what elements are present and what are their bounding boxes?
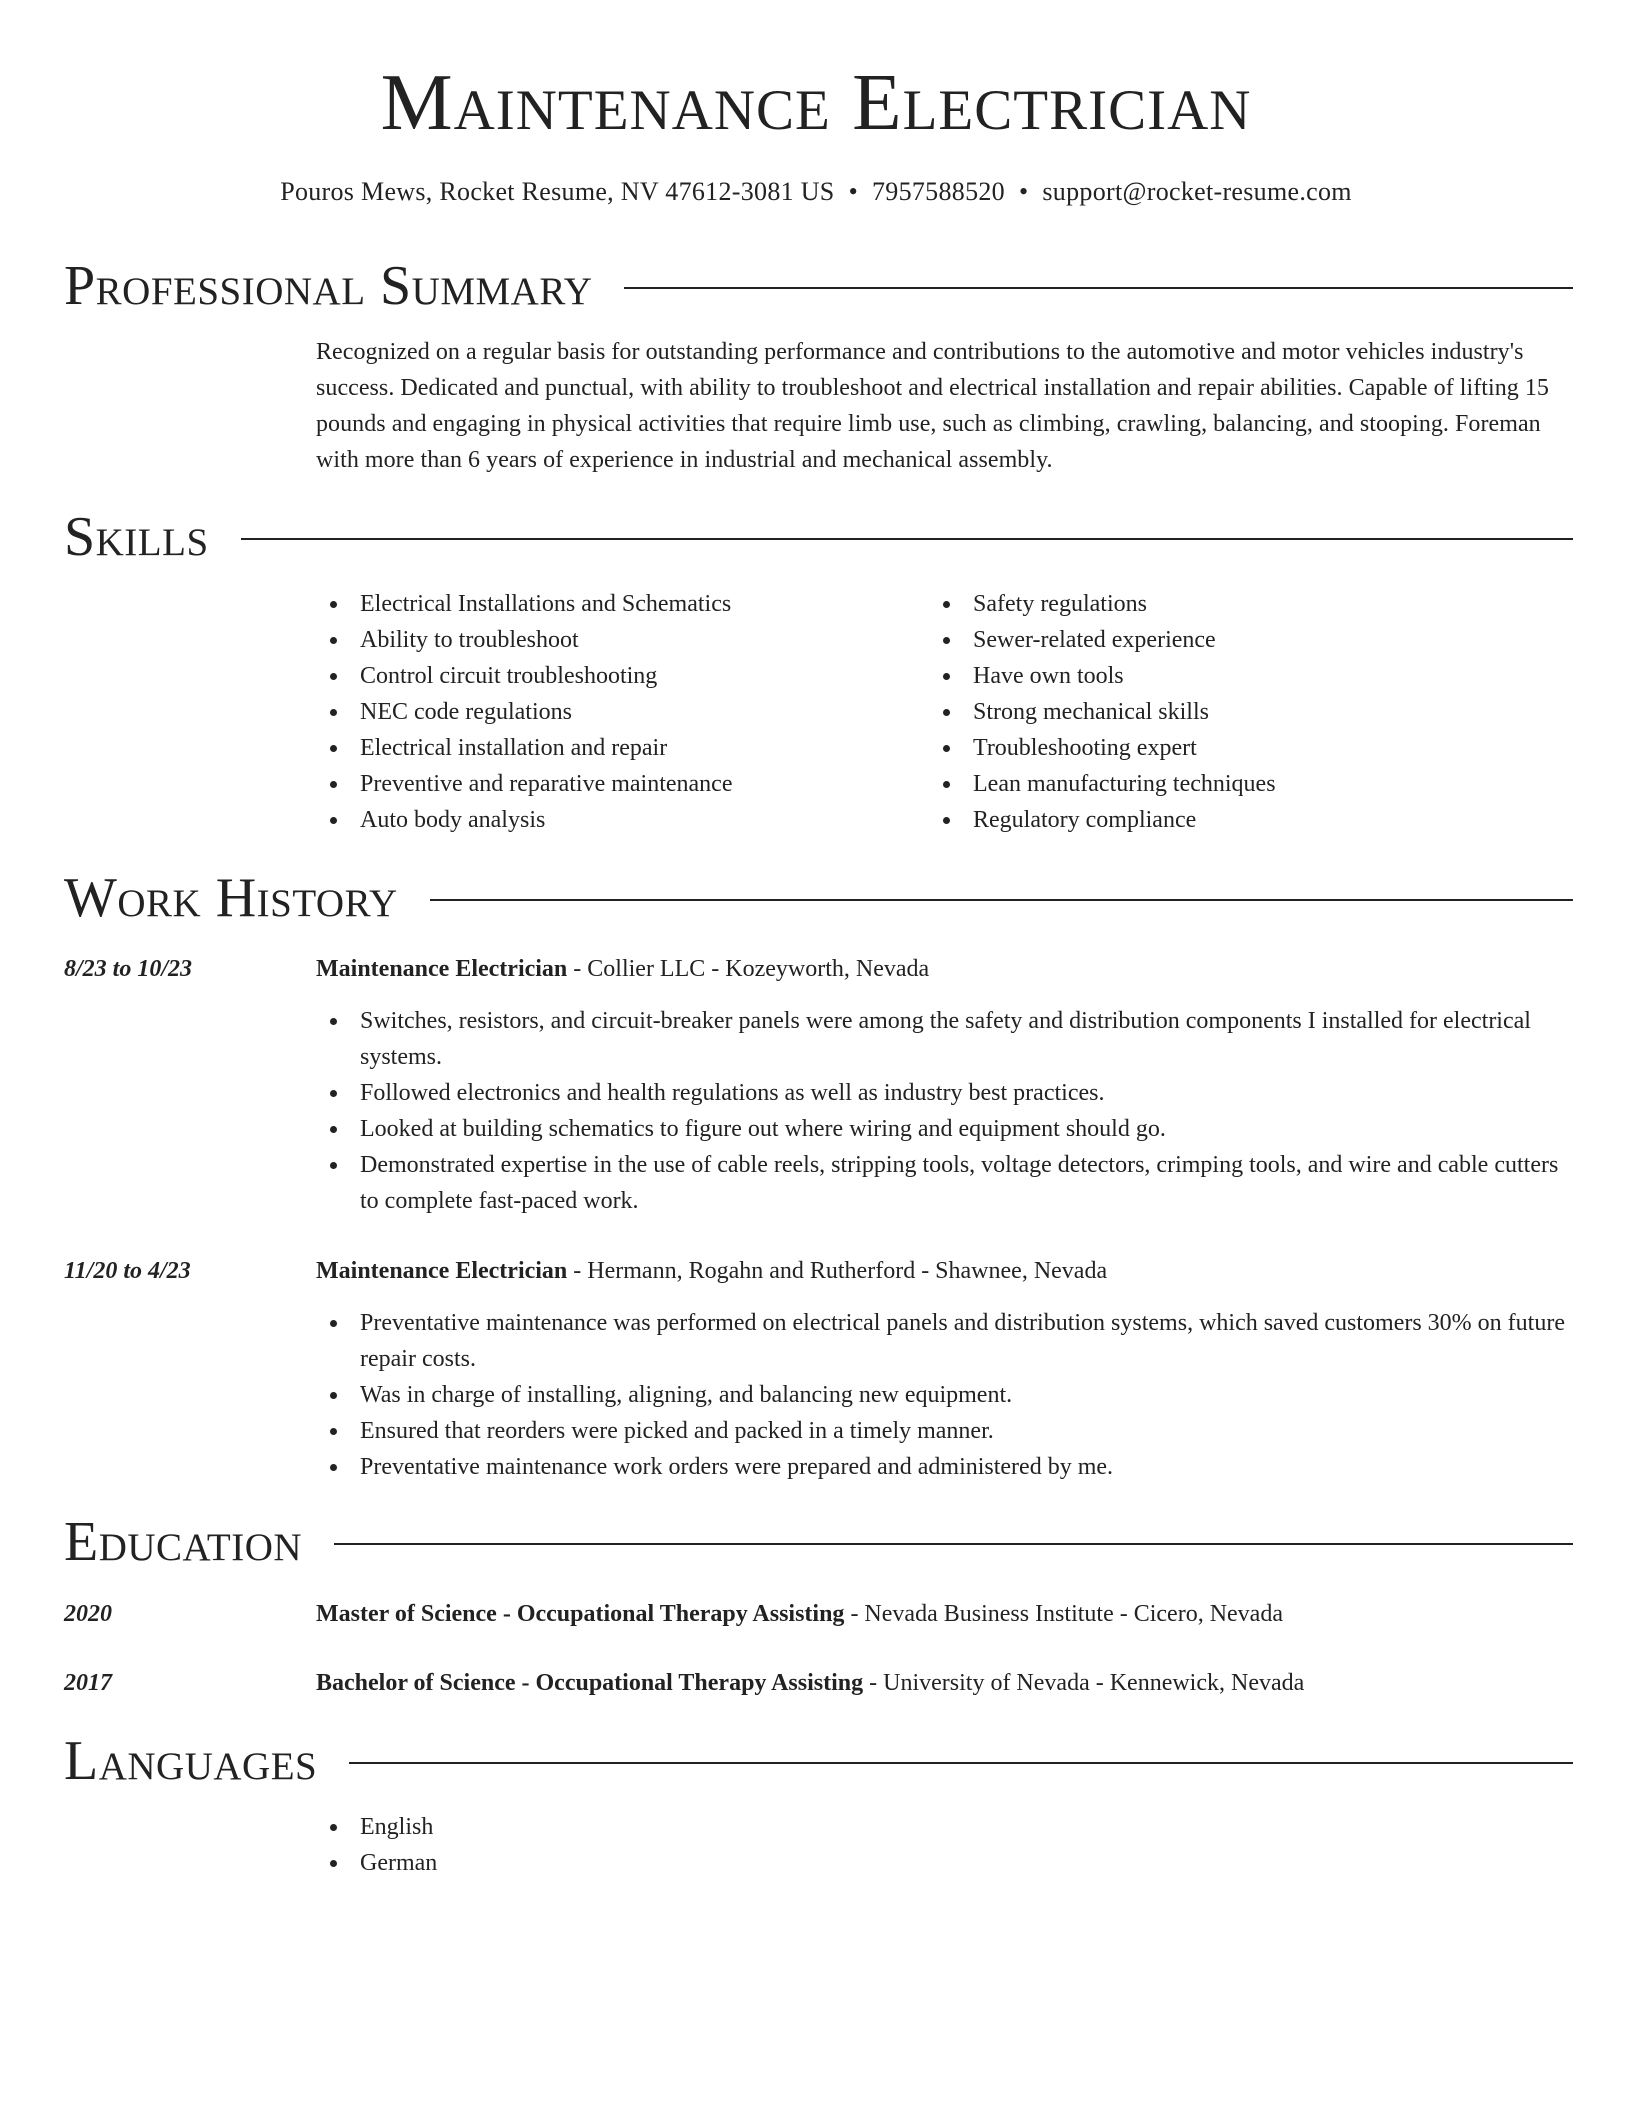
summary-content: [316, 334, 1574, 478]
section-divider: [334, 1543, 1573, 1545]
job-bullets: [316, 1003, 1574, 1219]
skill-item: Sewer-related experience: [929, 622, 1489, 658]
education-degree: Master of Science - Occupational Therapy Assisting: [316, 1601, 845, 1627]
job-bullet: Followed electronics and health regulations as well as industry best practices.: [316, 1075, 1574, 1111]
languages-section-header: [64, 1730, 1573, 1792]
education-year: 2020: [64, 1601, 112, 1627]
job-dates: 11/20 to 4/23: [64, 1258, 191, 1284]
skills-heading: Skills: [64, 506, 209, 568]
job-dates: 8/23 to 10/23: [64, 956, 193, 982]
education-entry: [316, 1665, 1574, 1701]
job-bullet: Switches, resistors, and circuit-breaker panels were among the safety and distribution components I installed for electrical systems.: [316, 1003, 1574, 1075]
skills-list-left: [316, 586, 876, 838]
education-section-header: [64, 1511, 1573, 1573]
skill-item: NEC code regulations: [316, 694, 876, 730]
education-heading: Education: [64, 1511, 303, 1573]
job-bullet: Was in charge of installing, aligning, and balancing new equipment.: [316, 1377, 1574, 1413]
education-entry: [316, 1596, 1574, 1632]
job-bullet: Demonstrated expertise in the use of cable reels, stripping tools, voltage detectors, crimping tools, and wire and cable cutters to complete fast-paced work.: [316, 1147, 1574, 1219]
job-entry: [316, 1253, 1574, 1485]
summary-heading: Professional Summary: [64, 255, 593, 317]
job-title: Maintenance Electrician: [316, 956, 568, 982]
job-title: Maintenance Electrician: [316, 1258, 568, 1284]
language-item: English: [316, 1809, 1574, 1845]
skill-item: Electrical Installations and Schematics: [316, 586, 876, 622]
job-bullet: Looked at building schematics to figure out where wiring and equipment should go.: [316, 1111, 1574, 1147]
summary-section-header: [64, 255, 1573, 317]
skill-item: Troubleshooting expert: [929, 730, 1489, 766]
education-year: 2017: [64, 1670, 112, 1696]
contact-phone: 7957588520: [871, 177, 1005, 206]
skills-content: [316, 586, 1574, 846]
contact-separator: •: [848, 177, 858, 206]
skill-item: Preventive and reparative maintenance: [316, 766, 876, 802]
skill-item: Control circuit troubleshooting: [316, 658, 876, 694]
languages-content: [316, 1809, 1574, 1881]
contact-line: [0, 177, 1632, 207]
skills-section-header: [64, 506, 1573, 568]
job-entry: [316, 951, 1574, 1219]
job-bullet: Preventative maintenance was performed on electrical panels and distribution systems, which saved customers 30% on future repair costs.: [316, 1305, 1574, 1377]
section-divider: [430, 899, 1573, 901]
job-bullet: Preventative maintenance work orders were prepared and administered by me.: [316, 1449, 1574, 1485]
section-divider: [241, 538, 1573, 540]
resume-name: Maintenance Electrician: [380, 57, 1252, 147]
contact-separator: •: [1018, 177, 1029, 206]
skills-list-right: [929, 586, 1489, 838]
skill-item: Regulatory compliance: [929, 802, 1489, 838]
skill-item: Lean manufacturing techniques: [929, 766, 1489, 802]
languages-heading: Languages: [64, 1730, 318, 1792]
job-details: - Hermann, Rogahn and Rutherford - Shawnee, Nevada: [567, 1258, 1108, 1284]
job-bullets: [316, 1305, 1574, 1485]
skill-item: Ability to troubleshoot: [316, 622, 876, 658]
work-section-header: [64, 867, 1573, 929]
education-details: - Nevada Business Institute - Cicero, Nevada: [844, 1601, 1283, 1627]
summary-text: Recognized on a regular basis for outstanding performance and contributions to the automotive and motor vehicles industry's success. Dedicated and punctual, with ability to troubleshoot and electrical installation and repair abilities. Capable of lifting 15 pounds and engaging in physical activities that require limb use, such as climbing, crawling, balancing, and stooping. Foreman with more than 6 years of experience in industrial and mechanical assembly.: [316, 339, 1549, 473]
section-divider: [349, 1762, 1573, 1764]
contact-address: Pouros Mews, Rocket Resume, NV 47612-3081 US: [280, 177, 835, 206]
skill-item: Electrical installation and repair: [316, 730, 876, 766]
skill-item: Strong mechanical skills: [929, 694, 1489, 730]
skill-item: Have own tools: [929, 658, 1489, 694]
education-title-line: [316, 1596, 1574, 1632]
job-title-line: [316, 1253, 1574, 1289]
education-details: - University of Nevada - Kennewick, Nevada: [863, 1670, 1305, 1696]
languages-list: [316, 1809, 1574, 1881]
section-divider: [624, 287, 1573, 289]
job-details: - Collier LLC - Kozeyworth, Nevada: [567, 956, 930, 982]
work-heading: Work History: [64, 867, 398, 929]
education-degree: Bachelor of Science - Occupational Therapy Assisting: [316, 1670, 864, 1696]
job-title-line: [316, 951, 1574, 987]
education-title-line: [316, 1665, 1574, 1701]
skill-item: Safety regulations: [929, 586, 1489, 622]
language-item: German: [316, 1845, 1574, 1881]
job-bullet: Ensured that reorders were picked and packed in a timely manner.: [316, 1413, 1574, 1449]
skill-item: Auto body analysis: [316, 802, 876, 838]
contact-email: support@rocket-resume.com: [1042, 177, 1352, 206]
